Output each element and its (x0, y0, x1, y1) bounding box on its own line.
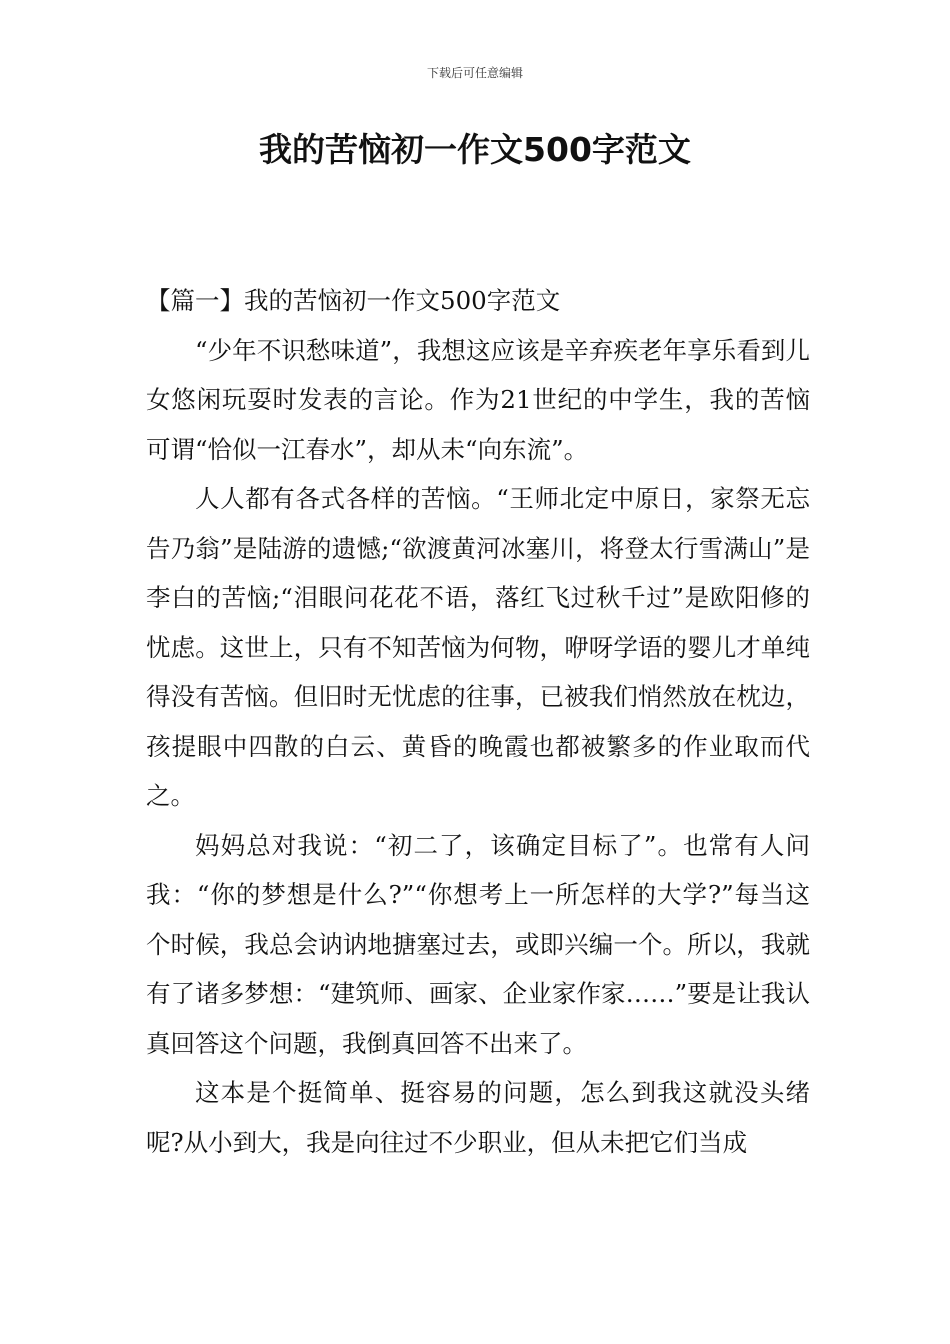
paragraph-3: 妈妈总对我说：“初二了，该确定目标了”。也常有人问我：“你的梦想是什么?”“你想考上一所怎样的大学?”每当这个时候，我总会讷讷地搪塞过去，或即兴编一个。所以，我就有了诸多梦想：“建筑师、画家、企业家作家……”要是让我认真回答这个问题，我倒真回答不出来了。 (146, 830, 810, 1058)
document-body (146, 276, 810, 1167)
paragraph-1: “少年不识愁味道”，我想这应该是辛弃疾老年享乐看到儿女悠闲玩耍时发表的言论。作为21世纪的中学生，我的苦恼可谓“恰似一江春水”，却从未“向东流”。 (146, 335, 810, 464)
paragraph-2: 人人都有各式各样的苦恼。“王师北定中原日，家祭无忘告乃翁”是陆游的遗憾;“欲渡黄河冰塞川，将登太行雪满山”是李白的苦恼;“泪眼问花花不语，落红飞过秋千过”是欧阳修的忧虑。这世上，只有不知苦恼为何物，咿呀学语的婴儿才单纯得没有苦恼。但旧时无忧虑的往事，已被我们悄然放在枕边，孩提眼中四散的白云、黄昏的晚霞也都被繁多的作业取而代之。 (146, 484, 810, 810)
document-title: 我的苦恼初一作文500字范文 (259, 130, 691, 169)
paragraph-4: 这本是个挺简单、挺容易的问题，怎么到我这就没头绪呢?从小到大，我是向往过不少职业，但从未把它们当成 (146, 1078, 810, 1157)
page-header-note: 下载后可任意编辑 (426, 66, 523, 80)
section-heading: 【篇一】我的苦恼初一作文500字范文 (146, 286, 561, 315)
